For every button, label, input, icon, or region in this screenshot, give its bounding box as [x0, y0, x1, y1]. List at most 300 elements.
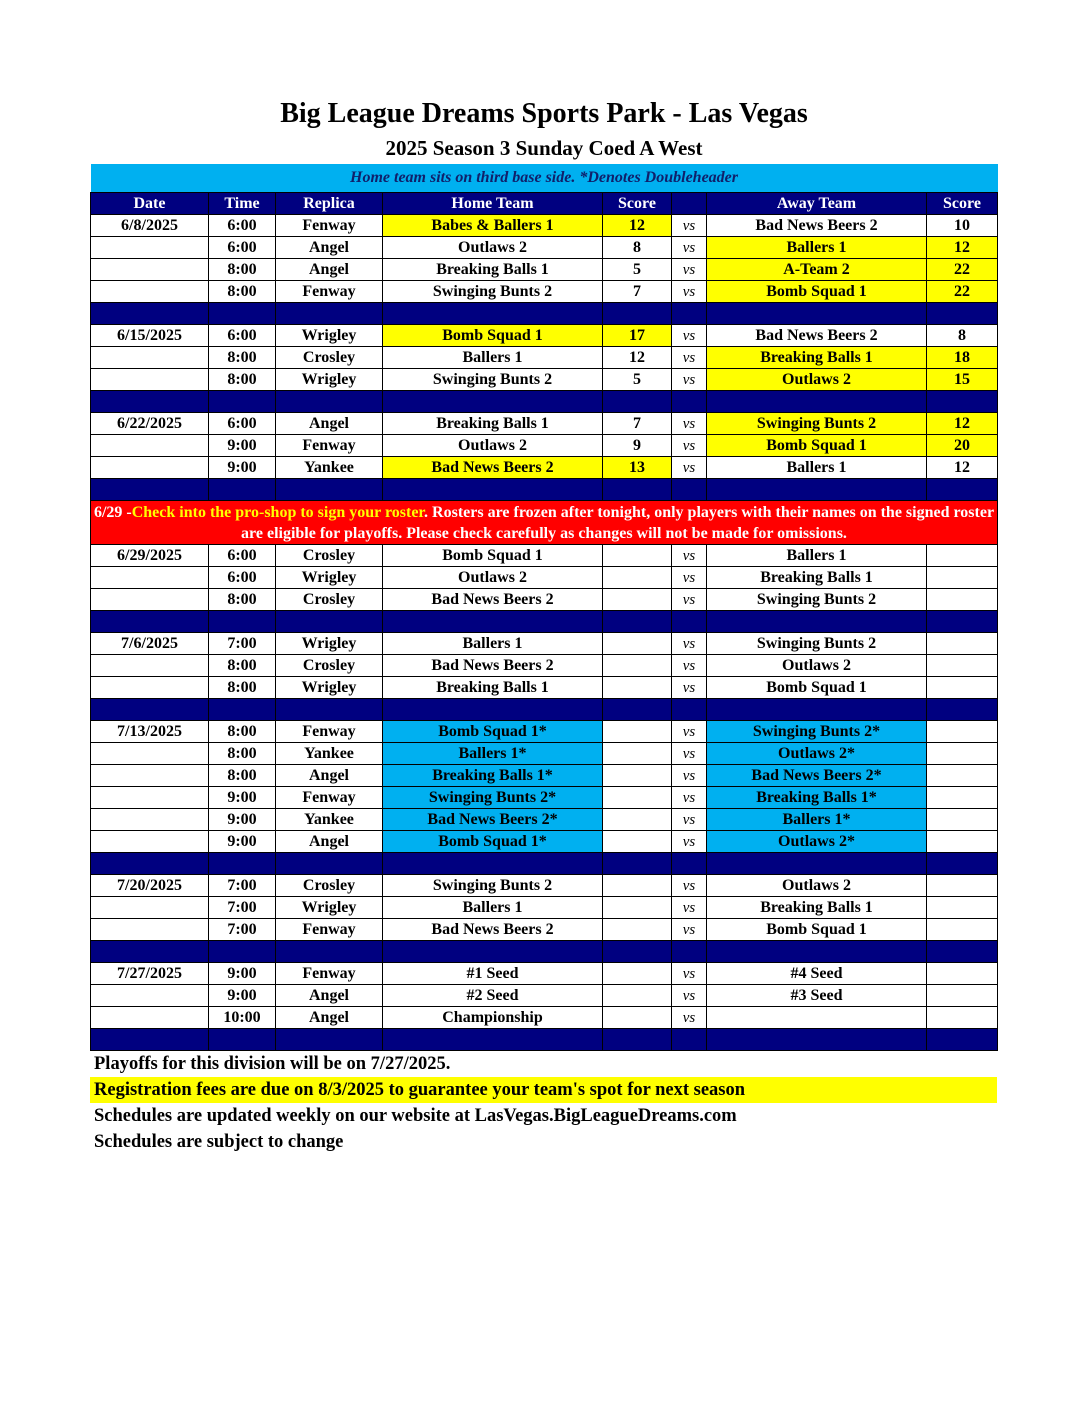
home-score-cell — [603, 875, 672, 897]
separator-cell — [276, 611, 383, 633]
home-team-cell: Bad News Beers 2 — [383, 655, 603, 677]
field-cell: Fenway — [276, 721, 383, 743]
game-row — [91, 919, 998, 941]
separator-cell — [91, 611, 209, 633]
game-row — [91, 589, 998, 611]
away-team-cell: Outlaws 2 — [707, 369, 927, 391]
date-cell — [91, 897, 209, 919]
field-cell: Yankee — [276, 457, 383, 479]
home-score-cell — [603, 567, 672, 589]
game-row — [91, 809, 998, 831]
away-team-cell: Outlaws 2* — [707, 743, 927, 765]
time-cell: 8:00 — [209, 721, 276, 743]
home-team-cell: Bad News Beers 2 — [383, 589, 603, 611]
home-score-cell: 7 — [603, 281, 672, 303]
home-team-cell: #1 Seed — [383, 963, 603, 985]
separator-row — [91, 391, 998, 413]
game-row — [91, 325, 998, 347]
field-cell: Angel — [276, 237, 383, 259]
home-team-cell: Breaking Balls 1 — [383, 677, 603, 699]
separator-row — [91, 303, 998, 325]
away-score-cell: 12 — [927, 237, 998, 259]
separator-cell — [276, 391, 383, 413]
page-subtitle: 2025 Season 3 Sunday Coed A West — [385, 136, 703, 160]
separator-cell — [707, 303, 927, 325]
time-cell: 7:00 — [209, 633, 276, 655]
separator-cell — [91, 699, 209, 721]
field-cell: Fenway — [276, 215, 383, 237]
home-team-cell: Outlaws 2 — [383, 435, 603, 457]
time-cell: 8:00 — [209, 589, 276, 611]
vs-cell: vs — [672, 215, 707, 237]
separator-row — [91, 853, 998, 875]
game-row — [91, 347, 998, 369]
field-cell: Fenway — [276, 281, 383, 303]
separator-cell — [209, 391, 276, 413]
vs-cell: vs — [672, 413, 707, 435]
home-score-cell: 5 — [603, 369, 672, 391]
roster-banner-row — [91, 501, 998, 545]
away-team-cell: Breaking Balls 1 — [707, 567, 927, 589]
home-team-cell: Ballers 1 — [383, 633, 603, 655]
game-row — [91, 677, 998, 699]
away-team-cell: Bad News Beers 2* — [707, 765, 927, 787]
header-vs — [672, 193, 707, 215]
separator-cell — [672, 699, 707, 721]
game-row — [91, 985, 998, 1007]
separator-cell — [383, 391, 603, 413]
away-team-cell: Ballers 1 — [707, 457, 927, 479]
vs-cell: vs — [672, 831, 707, 853]
away-team-cell: #3 Seed — [707, 985, 927, 1007]
home-score-cell: 12 — [603, 215, 672, 237]
separator-cell — [276, 941, 383, 963]
separator-cell — [383, 479, 603, 501]
game-row — [91, 435, 998, 457]
separator-cell — [209, 853, 276, 875]
away-team-cell: Bomb Squad 1 — [707, 919, 927, 941]
away-team-cell: Outlaws 2* — [707, 831, 927, 853]
home-team-cell: Swinging Bunts 2 — [383, 369, 603, 391]
vs-cell: vs — [672, 347, 707, 369]
field-cell: Fenway — [276, 963, 383, 985]
away-score-cell — [927, 567, 998, 589]
away-score-cell — [927, 743, 998, 765]
time-cell: 8:00 — [209, 743, 276, 765]
separator-cell — [603, 853, 672, 875]
away-team-cell: Ballers 1 — [707, 237, 927, 259]
time-cell: 10:00 — [209, 1007, 276, 1029]
separator-cell — [927, 853, 998, 875]
time-cell: 8:00 — [209, 347, 276, 369]
away-score-cell: 10 — [927, 215, 998, 237]
vs-cell: vs — [672, 985, 707, 1007]
field-cell: Angel — [276, 413, 383, 435]
vs-cell: vs — [672, 787, 707, 809]
separator-cell — [383, 699, 603, 721]
date-cell — [91, 743, 209, 765]
separator-cell — [603, 1029, 672, 1051]
away-score-cell — [927, 963, 998, 985]
field-cell: Fenway — [276, 435, 383, 457]
field-cell: Crosley — [276, 589, 383, 611]
header-away-score: Score — [927, 193, 998, 215]
header-time: Time — [209, 193, 276, 215]
separator-cell — [276, 853, 383, 875]
away-score-cell — [927, 787, 998, 809]
vs-cell: vs — [672, 743, 707, 765]
time-cell: 8:00 — [209, 655, 276, 677]
footer-notes — [90, 1051, 997, 1155]
game-row — [91, 457, 998, 479]
separator-row — [91, 611, 998, 633]
home-score-cell — [603, 831, 672, 853]
time-cell: 8:00 — [209, 281, 276, 303]
game-row — [91, 875, 998, 897]
vs-cell: vs — [672, 765, 707, 787]
separator-cell — [91, 853, 209, 875]
home-score-cell — [603, 765, 672, 787]
field-cell: Wrigley — [276, 897, 383, 919]
game-row — [91, 831, 998, 853]
game-row — [91, 413, 998, 435]
vs-cell: vs — [672, 897, 707, 919]
home-score-cell — [603, 545, 672, 567]
date-cell: 7/27/2025 — [91, 963, 209, 985]
away-team-cell: Swinging Bunts 2* — [707, 721, 927, 743]
home-team-cell: Bomb Squad 1* — [383, 831, 603, 853]
time-cell: 6:00 — [209, 567, 276, 589]
vs-cell: vs — [672, 721, 707, 743]
date-cell — [91, 259, 209, 281]
away-team-cell: Breaking Balls 1 — [707, 897, 927, 919]
away-score-cell — [927, 589, 998, 611]
away-team-cell: Bomb Squad 1 — [707, 435, 927, 457]
home-team-cell: Championship — [383, 1007, 603, 1029]
field-cell: Wrigley — [276, 567, 383, 589]
field-cell: Wrigley — [276, 325, 383, 347]
date-cell — [91, 787, 209, 809]
home-team-cell: Bomb Squad 1 — [383, 545, 603, 567]
date-cell — [91, 435, 209, 457]
away-score-cell — [927, 765, 998, 787]
field-cell: Fenway — [276, 787, 383, 809]
away-score-cell — [927, 633, 998, 655]
separator-cell — [276, 303, 383, 325]
separator-cell — [672, 853, 707, 875]
separator-row — [91, 479, 998, 501]
time-cell: 6:00 — [209, 413, 276, 435]
vs-cell: vs — [672, 457, 707, 479]
date-cell: 6/22/2025 — [91, 413, 209, 435]
home-score-cell — [603, 963, 672, 985]
separator-cell — [91, 1029, 209, 1051]
note-row — [91, 164, 998, 193]
away-score-cell: 15 — [927, 369, 998, 391]
separator-cell — [707, 941, 927, 963]
time-cell: 7:00 — [209, 897, 276, 919]
separator-cell — [927, 699, 998, 721]
home-team-cell: Breaking Balls 1* — [383, 765, 603, 787]
home-score-cell: 9 — [603, 435, 672, 457]
separator-cell — [209, 303, 276, 325]
away-score-cell — [927, 655, 998, 677]
separator-cell — [91, 391, 209, 413]
field-cell: Angel — [276, 259, 383, 281]
away-team-cell: Ballers 1 — [707, 545, 927, 567]
footer-subject-to-change: Schedules are subject to change — [94, 1132, 344, 1152]
time-cell: 9:00 — [209, 809, 276, 831]
date-cell: 7/6/2025 — [91, 633, 209, 655]
date-cell — [91, 809, 209, 831]
game-row — [91, 897, 998, 919]
game-row — [91, 237, 998, 259]
away-team-cell: Swinging Bunts 2 — [707, 633, 927, 655]
game-row — [91, 765, 998, 787]
away-team-cell: A-Team 2 — [707, 259, 927, 281]
time-cell: 6:00 — [209, 215, 276, 237]
away-score-cell — [927, 985, 998, 1007]
home-score-cell — [603, 809, 672, 831]
away-score-cell — [927, 545, 998, 567]
home-score-cell — [603, 655, 672, 677]
date-cell — [91, 281, 209, 303]
field-cell: Wrigley — [276, 369, 383, 391]
away-score-cell: 12 — [927, 413, 998, 435]
note-text: Home team sits on third base side. *Denotes Doubleheader — [91, 164, 998, 193]
home-team-cell: Swinging Bunts 2 — [383, 281, 603, 303]
date-cell: 6/29/2025 — [91, 545, 209, 567]
game-row — [91, 567, 998, 589]
home-score-cell — [603, 919, 672, 941]
date-cell — [91, 567, 209, 589]
home-score-cell: 13 — [603, 457, 672, 479]
date-cell — [91, 347, 209, 369]
separator-cell — [672, 611, 707, 633]
banner-lead: 6/29 - — [93, 503, 132, 521]
field-cell: Crosley — [276, 347, 383, 369]
away-score-cell: 8 — [927, 325, 998, 347]
roster-banner — [91, 501, 998, 545]
time-cell: 9:00 — [209, 831, 276, 853]
time-cell: 9:00 — [209, 787, 276, 809]
vs-cell: vs — [672, 259, 707, 281]
footer-website: Schedules are updated weekly on our website at LasVegas.BigLeagueDreams.com — [94, 1106, 737, 1126]
header-home-score: Score — [603, 193, 672, 215]
field-cell: Angel — [276, 765, 383, 787]
separator-cell — [927, 1029, 998, 1051]
separator-cell — [927, 391, 998, 413]
separator-cell — [927, 611, 998, 633]
home-score-cell — [603, 743, 672, 765]
away-team-cell: Swinging Bunts 2 — [707, 413, 927, 435]
separator-row — [91, 1029, 998, 1051]
away-score-cell — [927, 875, 998, 897]
separator-cell — [707, 611, 927, 633]
date-cell: 7/20/2025 — [91, 875, 209, 897]
time-cell: 6:00 — [209, 237, 276, 259]
separator-cell — [276, 479, 383, 501]
separator-cell — [672, 303, 707, 325]
separator-cell — [603, 699, 672, 721]
away-team-cell: #4 Seed — [707, 963, 927, 985]
vs-cell: vs — [672, 281, 707, 303]
away-team-cell: Bomb Squad 1 — [707, 677, 927, 699]
footer-registration: Registration fees are due on 8/3/2025 to guarantee your team's spot for next season — [90, 1077, 997, 1103]
away-score-cell: 18 — [927, 347, 998, 369]
home-team-cell: Swinging Bunts 2 — [383, 875, 603, 897]
separator-cell — [672, 1029, 707, 1051]
home-team-cell: Ballers 1* — [383, 743, 603, 765]
date-cell: 7/13/2025 — [91, 721, 209, 743]
away-team-cell: Bomb Squad 1 — [707, 281, 927, 303]
game-row — [91, 281, 998, 303]
schedule-table — [90, 164, 998, 1051]
vs-cell: vs — [672, 325, 707, 347]
vs-cell: vs — [672, 875, 707, 897]
vs-cell: vs — [672, 237, 707, 259]
field-cell: Wrigley — [276, 633, 383, 655]
time-cell: 9:00 — [209, 457, 276, 479]
header-replica: Replica — [276, 193, 383, 215]
date-cell — [91, 831, 209, 853]
game-row — [91, 721, 998, 743]
separator-cell — [672, 479, 707, 501]
separator-cell — [603, 941, 672, 963]
time-cell: 8:00 — [209, 677, 276, 699]
separator-cell — [209, 1029, 276, 1051]
separator-cell — [91, 479, 209, 501]
vs-cell: vs — [672, 435, 707, 457]
separator-cell — [276, 1029, 383, 1051]
away-team-cell: Bad News Beers 2 — [707, 325, 927, 347]
game-row — [91, 369, 998, 391]
home-team-cell: Babes & Ballers 1 — [383, 215, 603, 237]
home-team-cell: Bomb Squad 1 — [383, 325, 603, 347]
away-score-cell — [927, 809, 998, 831]
separator-cell — [707, 479, 927, 501]
time-cell: 7:00 — [209, 919, 276, 941]
field-cell: Angel — [276, 1007, 383, 1029]
away-team-cell: Outlaws 2 — [707, 875, 927, 897]
away-team-cell — [707, 1007, 927, 1029]
date-cell — [91, 1007, 209, 1029]
header-away-team: Away Team — [707, 193, 927, 215]
header-row — [91, 193, 998, 215]
away-score-cell: 22 — [927, 259, 998, 281]
home-team-cell: Breaking Balls 1 — [383, 259, 603, 281]
home-team-cell: Outlaws 2 — [383, 237, 603, 259]
date-cell — [91, 237, 209, 259]
away-score-cell — [927, 1007, 998, 1029]
away-score-cell — [927, 919, 998, 941]
home-score-cell — [603, 677, 672, 699]
home-score-cell: 8 — [603, 237, 672, 259]
away-team-cell: Swinging Bunts 2 — [707, 589, 927, 611]
date-cell — [91, 919, 209, 941]
vs-cell: vs — [672, 809, 707, 831]
home-team-cell: Bomb Squad 1* — [383, 721, 603, 743]
page-title: Big League Dreams Sports Park - Las Vegas — [280, 98, 808, 129]
home-team-cell: Ballers 1 — [383, 897, 603, 919]
separator-cell — [603, 391, 672, 413]
separator-cell — [603, 611, 672, 633]
time-cell: 7:00 — [209, 875, 276, 897]
home-team-cell: #2 Seed — [383, 985, 603, 1007]
separator-cell — [383, 1029, 603, 1051]
time-cell: 8:00 — [209, 369, 276, 391]
away-team-cell: Ballers 1* — [707, 809, 927, 831]
away-score-cell — [927, 897, 998, 919]
away-score-cell: 12 — [927, 457, 998, 479]
game-row — [91, 633, 998, 655]
banner-rest: . Rosters are frozen after tonight, only players with their names on the signed roster are eligible for playoffs. Please check carefully as changes will not be made for omissions. — [241, 503, 995, 542]
date-cell — [91, 655, 209, 677]
separator-cell — [209, 941, 276, 963]
date-cell — [91, 369, 209, 391]
date-cell — [91, 589, 209, 611]
vs-cell: vs — [672, 963, 707, 985]
separator-cell — [927, 303, 998, 325]
date-cell — [91, 457, 209, 479]
separator-cell — [91, 941, 209, 963]
game-row — [91, 1007, 998, 1029]
field-cell: Wrigley — [276, 677, 383, 699]
separator-cell — [927, 941, 998, 963]
separator-row — [91, 941, 998, 963]
date-cell: 6/8/2025 — [91, 215, 209, 237]
separator-cell — [672, 391, 707, 413]
game-row — [91, 963, 998, 985]
away-score-cell — [927, 677, 998, 699]
separator-cell — [672, 941, 707, 963]
vs-cell: vs — [672, 369, 707, 391]
away-score-cell: 20 — [927, 435, 998, 457]
separator-cell — [603, 303, 672, 325]
home-score-cell — [603, 1007, 672, 1029]
home-team-cell: Ballers 1 — [383, 347, 603, 369]
vs-cell: vs — [672, 633, 707, 655]
home-team-cell: Bad News Beers 2 — [383, 457, 603, 479]
separator-cell — [276, 699, 383, 721]
separator-row — [91, 699, 998, 721]
home-score-cell — [603, 633, 672, 655]
field-cell: Fenway — [276, 919, 383, 941]
time-cell: 9:00 — [209, 985, 276, 1007]
separator-cell — [707, 853, 927, 875]
vs-cell: vs — [672, 545, 707, 567]
vs-cell: vs — [672, 589, 707, 611]
away-score-cell — [927, 721, 998, 743]
header-date: Date — [91, 193, 209, 215]
home-team-cell: Outlaws 2 — [383, 567, 603, 589]
away-team-cell: Breaking Balls 1* — [707, 787, 927, 809]
game-row — [91, 743, 998, 765]
home-score-cell — [603, 897, 672, 919]
separator-cell — [707, 1029, 927, 1051]
away-team-cell: Breaking Balls 1 — [707, 347, 927, 369]
home-score-cell — [603, 589, 672, 611]
time-cell: 6:00 — [209, 325, 276, 347]
separator-cell — [91, 303, 209, 325]
vs-cell: vs — [672, 1007, 707, 1029]
away-score-cell — [927, 831, 998, 853]
time-cell: 6:00 — [209, 545, 276, 567]
home-score-cell: 5 — [603, 259, 672, 281]
home-team-cell: Bad News Beers 2 — [383, 919, 603, 941]
home-score-cell: 17 — [603, 325, 672, 347]
separator-cell — [209, 699, 276, 721]
